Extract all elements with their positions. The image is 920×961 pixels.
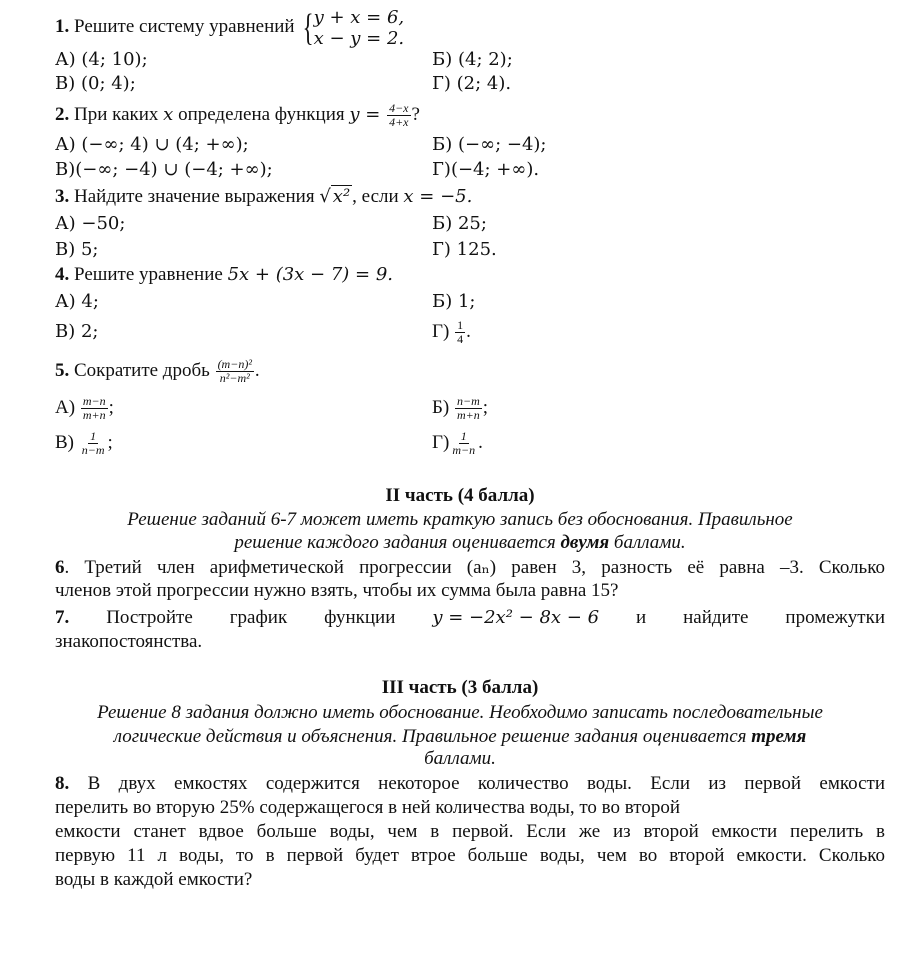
q5-v-fraction xyxy=(80,430,107,457)
q5-a-label: А) xyxy=(55,397,80,418)
q3-option-a: А) −50; xyxy=(55,213,126,234)
q1-system xyxy=(314,7,405,49)
q4-option-a: А) 4; xyxy=(55,291,99,312)
sqrt-icon: √ xyxy=(319,186,331,207)
q4-g-num: 1 xyxy=(457,318,464,333)
q5-v-end: ; xyxy=(107,432,113,453)
q7-word5: и xyxy=(635,607,647,628)
q5-v-num: 1 xyxy=(90,429,97,444)
q1-option-b: Б) (4; 2); xyxy=(432,49,513,70)
q2-option-g: Г)(−4; +∞). xyxy=(432,159,540,180)
q8-text1: В двух емкостях содержится некоторое количество воды. Если из первой емкости xyxy=(69,773,885,794)
q8-line2: перелить во вторую 25% содержащегося в ней количества воды, то во второй xyxy=(55,797,680,818)
q5-prompt xyxy=(55,354,260,388)
q2-option-a: А) (−∞; 4) ∪ (4; +∞); xyxy=(55,134,249,155)
q8-line3: емкости станет вдвое больше воды, чем в первой. Если же из второй емкости перелить в xyxy=(55,821,885,842)
part2-line2a: решение каждого задания оценивается xyxy=(234,532,561,553)
q4-number: 4. xyxy=(55,264,70,285)
q7-line1 xyxy=(55,607,885,629)
q5-a-num: m−n xyxy=(82,394,106,409)
q1-text: Решите систему уравнений xyxy=(74,16,295,37)
q6-line1 xyxy=(55,556,885,580)
q7-function: y = −2x² − 8x − 6 xyxy=(432,607,600,628)
q5-option-g xyxy=(432,426,483,460)
q5-frac-num: (m−n)² xyxy=(217,357,252,372)
q7-word6: найдите xyxy=(683,607,749,628)
q5-g-end: . xyxy=(478,432,483,453)
q5-g-fraction xyxy=(450,430,477,457)
q8-line1 xyxy=(55,772,885,796)
q5-v-den: n−m xyxy=(81,443,105,458)
part3-desc-line3: баллами. xyxy=(424,748,496,769)
q7-word1: Постройте xyxy=(106,607,193,628)
part2-desc-line1: Решение заданий 6-7 может иметь краткую запись без обоснования. Правильное xyxy=(127,509,793,530)
q8-line4: первую 11 л воды, то в первой будет втрое больше воды, чем во второй емкости. Сколько xyxy=(55,845,885,866)
q1-option-a: А) (4; 10); xyxy=(55,49,148,70)
q6-number: 6 xyxy=(55,557,65,578)
q7-word3: функции xyxy=(324,607,396,628)
q2-frac-den: 4+x xyxy=(389,115,409,130)
q5-b-end: ; xyxy=(482,397,489,418)
q5-option-v xyxy=(55,426,113,460)
part2-line2c: баллами. xyxy=(609,532,686,553)
q2-option-v: В)(−∞; −4) ∪ (−4; +∞); xyxy=(55,159,273,180)
part3-desc-line2 xyxy=(0,726,920,748)
q5-b-fraction xyxy=(455,395,482,422)
q3-text2: , если xyxy=(352,186,404,207)
q8-number: 8. xyxy=(55,773,70,794)
q6-line2: членов этой прогрессии нужно взять, чтобы их сумма была равна 15? xyxy=(55,580,619,601)
part2-title: II часть (4 балла) xyxy=(385,485,535,506)
q4-text: Решите уравнение xyxy=(74,264,228,285)
q5-end: . xyxy=(254,360,260,381)
q4-prompt xyxy=(55,264,393,286)
q2-number: 2. xyxy=(55,104,70,125)
q5-v-label: В) xyxy=(55,432,79,453)
q4-eq: 5x + (3x − 7) = 9. xyxy=(227,264,394,285)
q7-word2: график xyxy=(229,607,288,628)
q4-g-den: 4 xyxy=(457,332,464,347)
q5-g-den: m−n xyxy=(452,443,476,458)
q5-b-den: m+n xyxy=(457,408,480,423)
q5-frac-den: n²−m² xyxy=(219,371,250,386)
part2-desc-line2 xyxy=(0,532,920,554)
q5-g-num: 1 xyxy=(460,429,467,444)
q3-prompt xyxy=(55,186,472,208)
q1-eq2: x − y = 2. xyxy=(313,27,405,49)
q2-text2: определена функция xyxy=(173,104,350,125)
q5-number: 5. xyxy=(55,360,70,381)
q3-option-v: В) 5; xyxy=(55,239,99,260)
part3-title: III часть (3 балла) xyxy=(381,677,539,698)
q1-prompt xyxy=(55,6,404,49)
q3-option-b: Б) 25; xyxy=(432,213,487,234)
q5-text: Сократите дробь xyxy=(74,360,215,381)
q3-option-g: Г) 125. xyxy=(432,239,497,260)
q3-number: 3. xyxy=(55,186,70,207)
q8-line5: воды в каждой емкости? xyxy=(55,869,253,890)
q1-option-v: В) (0; 4); xyxy=(55,73,136,94)
q1-number: 1. xyxy=(55,16,70,37)
q5-a-den: m+n xyxy=(82,408,106,423)
q4-option-b: Б) 1; xyxy=(432,291,476,312)
q5-a-end: ; xyxy=(108,397,114,418)
part3-desc-line1: Решение 8 задания должно иметь обоснование. Необходимо записать последовательные xyxy=(97,702,823,723)
q3-text: Найдите значение выражения xyxy=(74,186,320,207)
q7-line2: знакопостоянства. xyxy=(55,631,203,652)
q5-a-fraction xyxy=(81,395,108,422)
q2-y: y = xyxy=(349,104,387,125)
q5-option-a xyxy=(55,391,114,425)
q4-g-label: Г) xyxy=(432,321,455,342)
q2-frac-num: 4−x xyxy=(389,101,409,116)
part3-emphasis: тремя xyxy=(751,726,807,747)
q5-g-label: Г) xyxy=(432,432,450,453)
q7-word7: промежутки xyxy=(785,607,885,628)
q2-prompt xyxy=(55,99,420,131)
q1-option-g: Г) (2; 4). xyxy=(432,73,512,94)
q4-option-g xyxy=(432,315,471,349)
part3-line2a: логические действия и объяснения. Правильное решение задания оценивается xyxy=(113,726,752,747)
q2-end: ? xyxy=(411,104,420,125)
q6-text: . Третий член арифметической прогрессии (aₙ) равен 3, разность её равна –3. Сколько xyxy=(64,557,885,578)
q2-fraction xyxy=(387,102,410,129)
q2-text: При каких xyxy=(74,104,164,125)
q2-var: x xyxy=(163,104,174,125)
q5-fraction xyxy=(216,358,254,385)
part2-emphasis: двумя xyxy=(560,532,610,553)
q2-option-b: Б) (−∞; −4); xyxy=(432,134,547,155)
q5-option-b xyxy=(432,391,488,425)
q3-expr: x² xyxy=(332,186,351,207)
q4-option-v: В) 2; xyxy=(55,321,99,342)
q4-g-end: . xyxy=(466,321,471,342)
q1-eq1: y + x = 6, xyxy=(313,6,405,28)
q3-cond: x = −5. xyxy=(403,186,473,207)
q4-g-fraction xyxy=(455,319,465,346)
q5-b-num: n−m xyxy=(457,394,480,409)
q5-b-label: Б) xyxy=(432,397,454,418)
system-brace: { xyxy=(302,6,314,49)
q7-number: 7. xyxy=(55,607,70,628)
